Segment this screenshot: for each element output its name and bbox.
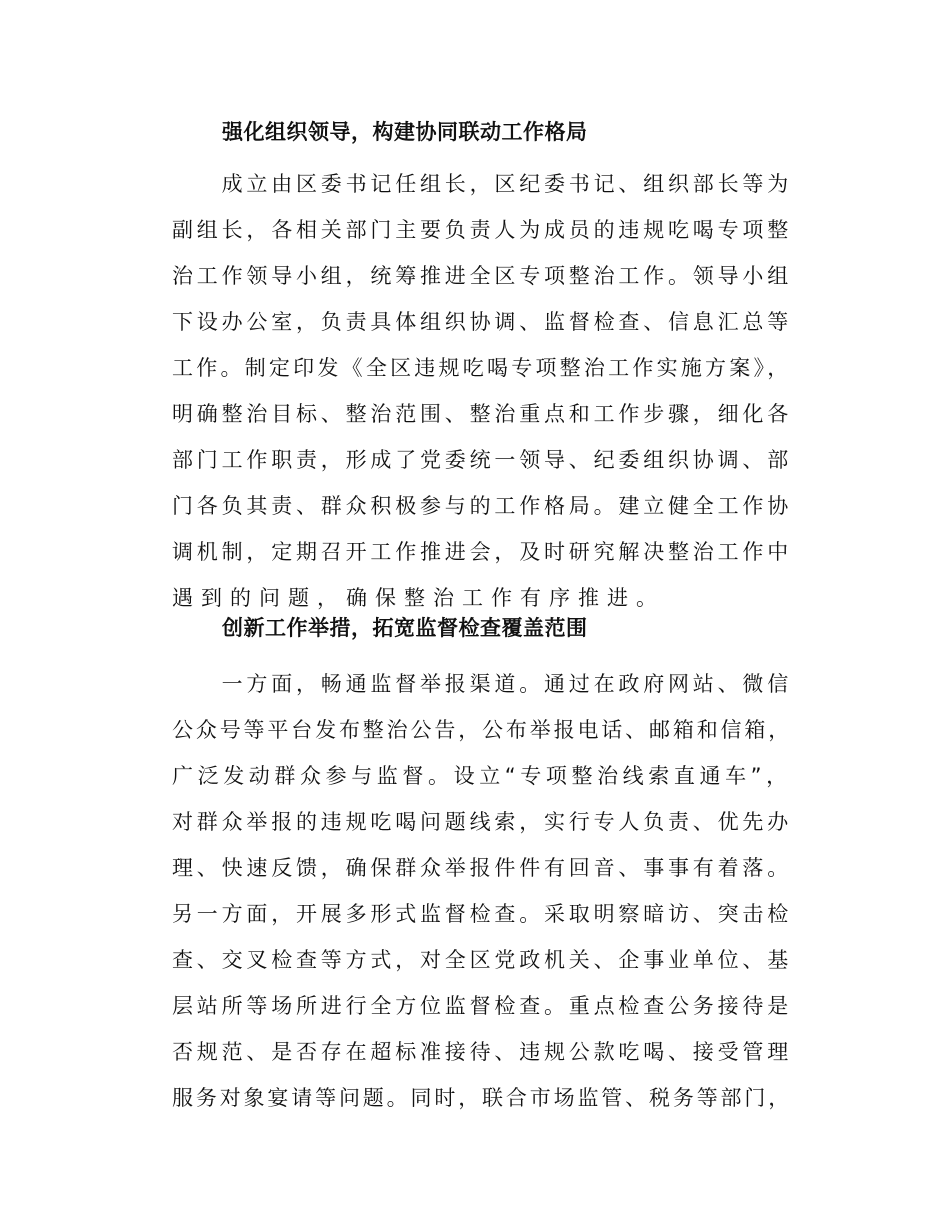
paragraph-line: 下设办公室，负责具体组织协调、监督检查、信息汇总等: [172, 310, 792, 334]
section-heading-1: 强化组织领导，构建协同联动工作格局: [222, 120, 588, 144]
paragraph-line: 理、快速反馈，确保群众举报件件有回音、事事有着落。: [172, 856, 792, 880]
paragraph-line: 服务对象宴请等问题。同时，联合市场监管、税务等部门，: [172, 1086, 793, 1110]
paragraph-line: 层站所等场所进行全方位监督检查。重点检查公务接待是: [172, 994, 792, 1018]
paragraph-line: 广泛发动群众参与监督。设立“专项整治线索直通车”，: [172, 764, 792, 788]
paragraph-line: 公众号等平台发布整治公告，公布举报电话、邮箱和信箱，: [172, 718, 793, 742]
paragraph-line: 另一方面，开展多形式监督检查。采取明察暗访、突击检: [172, 902, 792, 926]
paragraph-line: 一方面，畅通监督举报渠道。通过在政府网站、微信: [172, 672, 792, 696]
paragraph-line: 对群众举报的违规吃喝问题线索，实行专人负责、优先办: [172, 810, 792, 834]
paragraph-line: 治工作领导小组，统筹推进全区专项整治工作。领导小组: [172, 264, 792, 288]
paragraph-line: 否规范、是否存在超标准接待、违规公款吃喝、接受管理: [172, 1040, 792, 1064]
paragraph-line: 查、交叉检查等方式，对全区党政机关、企事业单位、基: [172, 948, 792, 972]
paragraph-line: 门各负其责、群众积极参与的工作格局。建立健全工作协: [172, 494, 792, 518]
paragraph-line: 副组长，各相关部门主要负责人为成员的违规吃喝专项整: [172, 218, 792, 242]
paragraph-line: 成立由区委书记任组长，区纪委书记、组织部长等为: [172, 172, 792, 196]
paragraph-line: 工作。制定印发《全区违规吃喝专项整治工作实施方案》，: [172, 356, 792, 380]
paragraph-line: 调机制，定期召开工作推进会，及时研究解决整治工作中: [172, 540, 792, 564]
paragraph-line: 明确整治目标、整治范围、整治重点和工作步骤，细化各: [172, 402, 792, 426]
paragraph-line: 遇到的问题，确保整治工作有序推进。: [172, 586, 665, 610]
paragraph-line: 部门工作职责，形成了党委统一领导、纪委组织协调、部: [172, 448, 792, 472]
section-heading-2: 创新工作举措，拓宽监督检查覆盖范围: [222, 616, 588, 640]
